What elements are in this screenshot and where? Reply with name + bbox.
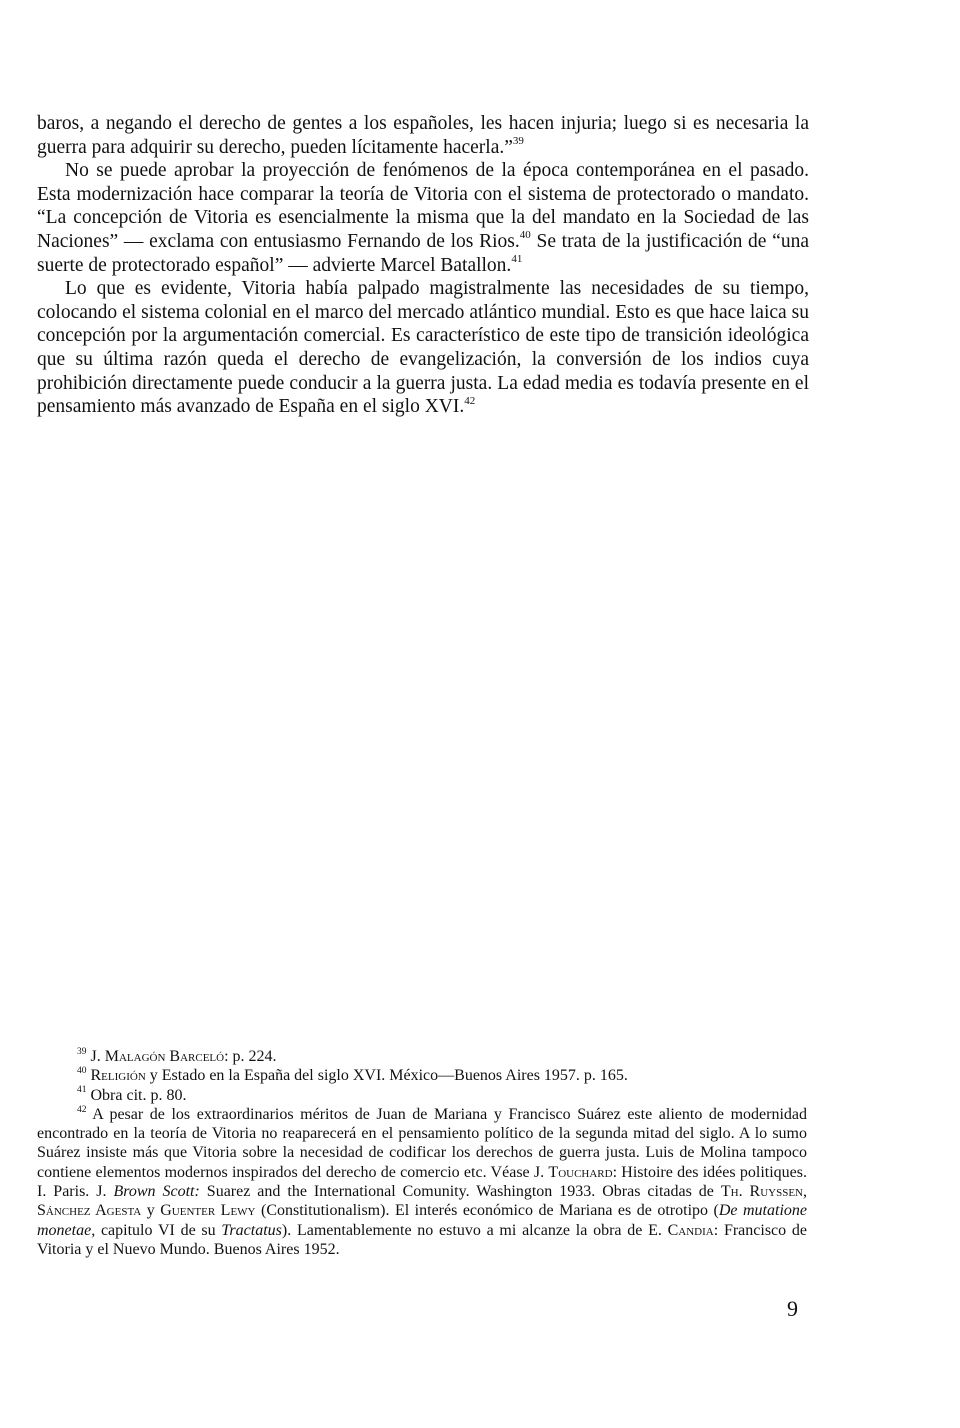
paragraph-1-text: baros, a negando el derecho de gentes a los españoles, les hacen injuria; luego si es necesaria la guerra para adquirir su derecho, pueden lícitamente hacerla.”: [37, 113, 809, 158]
footnote-ref-41: 41: [511, 253, 523, 266]
footnote-author: Touchard: [548, 1163, 613, 1181]
footnote-42: [37, 1105, 807, 1259]
footnote-text: Obra cit. p. 80.: [90, 1086, 187, 1104]
page-number: 9: [787, 1296, 798, 1321]
footnote-author: Brown Scott:: [113, 1183, 200, 1201]
footnote-work-title: De mutatione monetae,: [37, 1202, 807, 1239]
footnote-author: Candia: [667, 1221, 714, 1239]
footnote-author: Malagón Barceló: [104, 1048, 225, 1065]
paragraph-1: [37, 112, 809, 159]
footnote-number: 40: [77, 1065, 87, 1076]
footnote-author: Th. Ruyssen: [720, 1183, 804, 1201]
paragraph-2-text-b: Se trata de la justificación de “una suerte de protectorado español” — advierte Marcel Batallon.: [37, 230, 809, 276]
footnote-ref-40: 40: [519, 229, 531, 242]
paragraph-3: [37, 277, 809, 419]
paragraph-2-text-a: No se puede aprobar la proyección de fenómenos de la época contemporánea en el pasado. Esta modernización hace comparar la teoría de Vitoria con el sistema de protectorado o mandato. “La concepción de Vitoria es esencialmente la misma que la del mandato en la Sociedad de las Naciones” — exclama con entusiasmo Fernando de los Rios.: [37, 160, 809, 252]
footnote-text: capitulo VI de su: [95, 1221, 222, 1239]
footnote-number: 39: [77, 1046, 87, 1057]
footnote-41: [37, 1086, 807, 1105]
footnote-text: A pesar de los extraordinarios méritos de Juan de Mariana y Francisco Suárez este aliento de modernidad encontrado en la teoría de Vitoria no reaparecerá en el pensamiento político de la segunda mitad del siglo. A lo sumo Suárez insiste más que Vitoria sobre la necesidad de codificar los derechos de guerra justa. Luis de Molina tampoco contiene elementos modernos inspirados del derecho de comercio etc. Véase J.: [37, 1105, 807, 1181]
footnote-text: ). Lamentablemente no estuvo a mi alcanze la obra de E.: [281, 1221, 668, 1239]
footnote-text: y Estado en la España del siglo XVI. México—Buenos Aires 1957. p. 165.: [145, 1067, 628, 1085]
footnotes: [37, 1047, 807, 1259]
paragraph-2: [37, 159, 809, 277]
footnote-work-title: Tractatus: [221, 1221, 282, 1239]
footnote-author: Sánchez Agesta: [37, 1202, 142, 1220]
footnote-text: : p. 224.: [224, 1048, 277, 1065]
footnote-text: (Constitutionalism). El interés económico de Mariana es de otrotipo (: [255, 1202, 719, 1220]
footnote-text: J.: [90, 1048, 105, 1065]
footnote-39: [37, 1047, 807, 1066]
footnote-text: : Histoire des idées politiques. I. Paris. J.: [37, 1163, 807, 1201]
footnote-author: Religión: [90, 1067, 146, 1085]
footnote-text: : Francisco de Vitoria y el Nuevo Mundo. Buenos Aires 1952.: [37, 1221, 807, 1258]
footnote-text: ,: [803, 1183, 808, 1201]
footnote-ref-42: 42: [464, 394, 476, 407]
footnote-40: [37, 1066, 807, 1085]
footnote-text: Suarez and the International Comunity. Washington 1933. Obras citadas de: [199, 1183, 721, 1201]
footnote-author: Guenter Lewy: [160, 1202, 256, 1220]
footnote-ref-39: 39: [512, 135, 524, 148]
main-text: [37, 112, 809, 419]
footnote-number: 42: [77, 1104, 87, 1115]
footnote-number: 41: [77, 1085, 87, 1096]
footnote-text: y: [141, 1202, 161, 1220]
paragraph-3-text: Lo que es evidente, Vitoria había palpado magistralmente las necesidades de su tiempo, colocando el sistema colonial en el marco del mercado atlántico mundial. Esto es que hace laica su concepción por la argumentación comercial. Es característico de este tipo de transición ideológica que su última razón queda el derecho de evangelización, la conversión de los indios cuya prohibición directamente puede conducir a la guerra justa. La edad media es todavía presente en el pensamiento más avanzado de España en el siglo XVI.: [37, 278, 809, 418]
